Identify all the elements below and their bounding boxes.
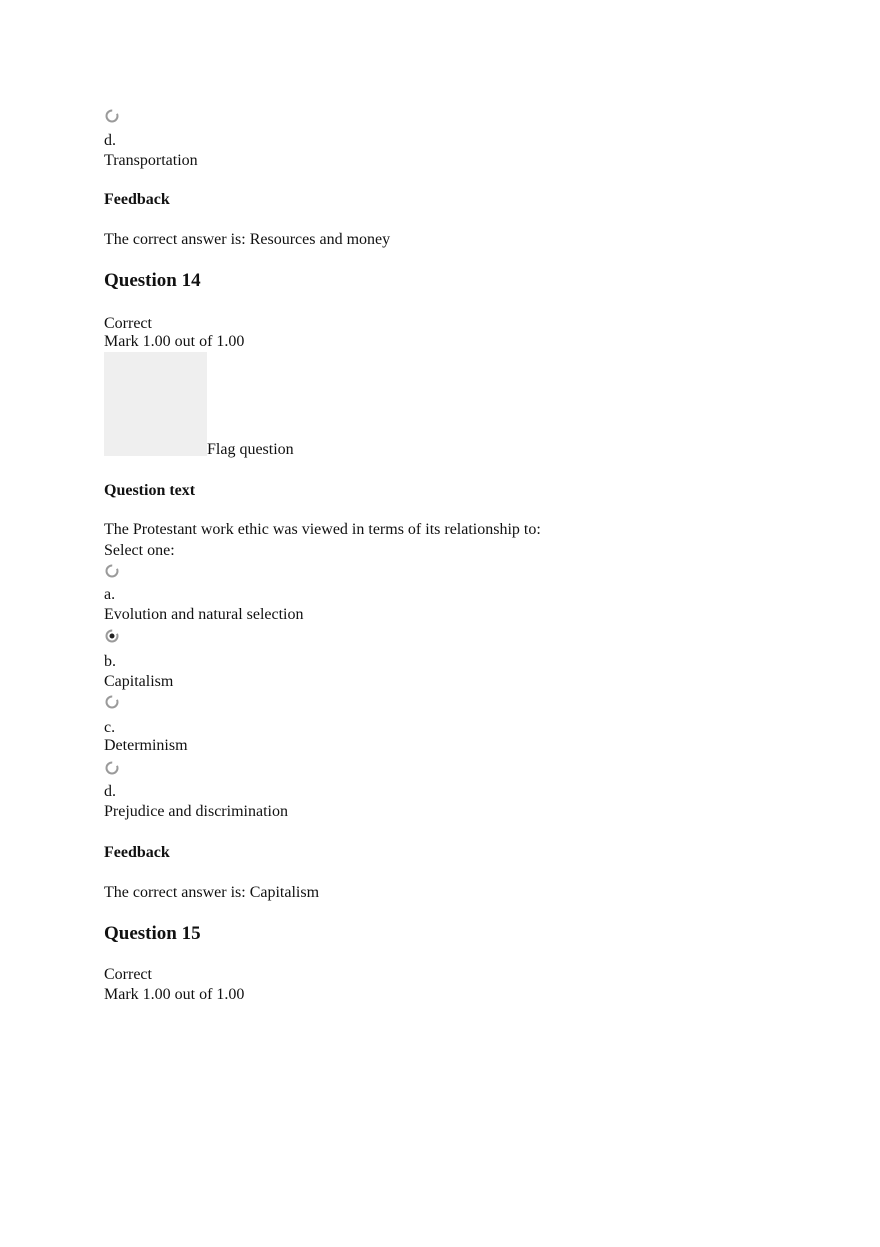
- option-letter-a: a.: [104, 586, 116, 603]
- option-text-c: Determinism: [104, 737, 188, 754]
- option-letter-d: d.: [104, 783, 116, 800]
- question-15-status: Correct: [104, 966, 152, 983]
- question-14-status: Correct: [104, 315, 152, 332]
- flag-question-icon[interactable]: [104, 352, 207, 456]
- option-letter-b: b.: [104, 653, 116, 670]
- radio-option-d-prev[interactable]: [105, 109, 119, 123]
- radio-option-a[interactable]: [105, 564, 119, 578]
- feedback-text-prev: The correct answer is: Resources and money: [104, 231, 391, 248]
- option-text-d: Prejudice and discrimination: [104, 803, 288, 820]
- question-14-mark: Mark 1.00 out of 1.00: [104, 333, 245, 350]
- flag-question-link[interactable]: Flag question: [207, 441, 294, 458]
- option-letter-c: c.: [104, 719, 116, 736]
- option-text-b: Capitalism: [104, 673, 174, 690]
- question-14-title: Question 14: [104, 270, 201, 291]
- option-text-a: Evolution and natural selection: [104, 606, 304, 623]
- select-one-prompt: Select one:: [104, 542, 175, 559]
- feedback-heading: Feedback: [104, 844, 170, 861]
- radio-option-d[interactable]: [105, 761, 119, 775]
- question-15-mark: Mark 1.00 out of 1.00: [104, 986, 245, 1003]
- feedback-text: The correct answer is: Capitalism: [104, 884, 320, 901]
- option-letter-d-prev: d.: [104, 132, 116, 149]
- option-text-d-prev: Transportation: [104, 152, 198, 169]
- question-14-text: The Protestant work ethic was viewed in terms of its relationship to:: [104, 521, 541, 538]
- question-15-title: Question 15: [104, 923, 201, 944]
- feedback-heading-prev: Feedback: [104, 191, 170, 208]
- radio-option-c[interactable]: [105, 695, 119, 709]
- question-text-heading: Question text: [104, 482, 196, 499]
- radio-option-b[interactable]: [105, 629, 119, 643]
